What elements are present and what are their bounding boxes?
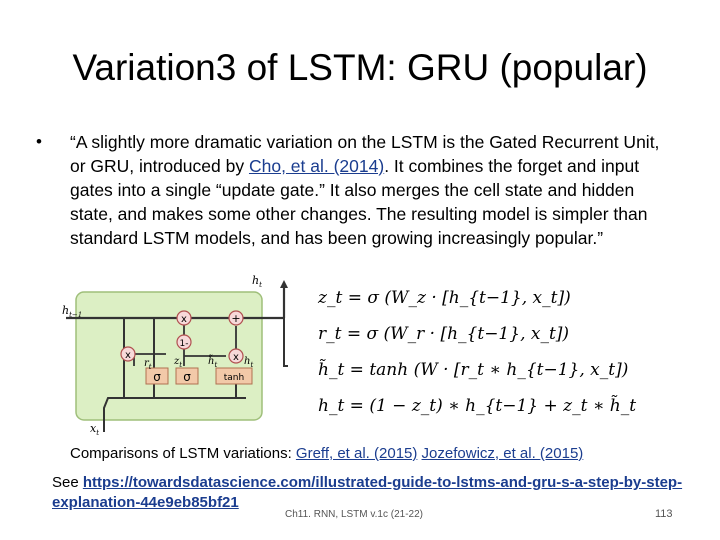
add-node-label: +	[231, 312, 241, 325]
reset-gate-label: σ	[153, 370, 161, 384]
page-number: 113	[655, 508, 673, 520]
comparisons-caption	[70, 444, 583, 464]
label-r: $r_t$	[144, 358, 152, 371]
slide-title: Variation3 of LSTM: GRU (popular)	[72, 47, 648, 88]
bullet-text-after: . It combines the forget and input gates into a single “update gate.” It also merges the cell state and hidden state, and makes some other changes. The resulting model is simpler than standard LSTM models, and has been growing increasingly popular.”	[70, 156, 648, 248]
bullet-text	[70, 130, 670, 250]
equation-update-gate: z_t = σ (W_z · [h_{t−1}, x_t])	[318, 288, 571, 308]
cho-2014-link[interactable]: Cho, et al. (2014)	[248, 156, 385, 176]
slide-footer: Ch11. RNN, LSTM v.1c (21-22)	[285, 509, 424, 520]
mult-node-right-label: x	[233, 352, 239, 363]
label-h-prev: $h_{t-1}$	[62, 304, 83, 319]
greff-2015-link[interactable]: Greff, et al. (2015)	[295, 445, 418, 462]
mult-node-left-label: x	[125, 350, 131, 361]
bullet-marker: •	[36, 132, 42, 151]
tanh-gate-label: tanh	[223, 373, 245, 383]
label-x: $x_t$	[90, 422, 100, 437]
jozefowicz-2015-link[interactable]: Jozefowicz, et al. (2015)	[421, 445, 584, 462]
one-minus-node-label: 1-	[179, 339, 189, 349]
h-up-arrow	[280, 280, 288, 288]
label-htilde: $h̃_t$	[208, 356, 218, 369]
h-right-line	[284, 318, 288, 366]
update-gate-label: σ	[183, 370, 191, 384]
towardsdatascience-link[interactable]: https://towardsdatascience.com/illustrated-guide-to-lstms-and-gru-s-a-step-by-step-explanation-44e9eb85bf21	[52, 474, 683, 511]
equation-hidden-state: h_t = (1 − z_t) ∗ h_{t−1} + z_t ∗ h̃_t	[318, 396, 637, 416]
mult-node-top-label: x	[181, 314, 187, 325]
gru-equations	[318, 284, 637, 424]
comparisons-prefix: Comparisons of LSTM variations:	[70, 445, 296, 462]
label-h-right: $h_t$	[244, 356, 254, 369]
gru-diagram	[56, 270, 296, 440]
see-reference-caption	[52, 473, 692, 513]
see-prefix: See	[52, 474, 83, 491]
equation-candidate: h̃_t = tanh (W · [r_t ∗ h_{t−1}, x_t])	[318, 360, 629, 380]
bullet-text-before: “A slightly more dramatic variation on the LSTM is the Gated Recurrent Unit, or GRU, introduced by	[70, 132, 660, 176]
equation-reset-gate: r_t = σ (W_r · [h_{t−1}, x_t])	[318, 324, 570, 344]
label-h-top: $h_t$	[252, 274, 262, 289]
label-z: $z_t$	[174, 356, 183, 369]
